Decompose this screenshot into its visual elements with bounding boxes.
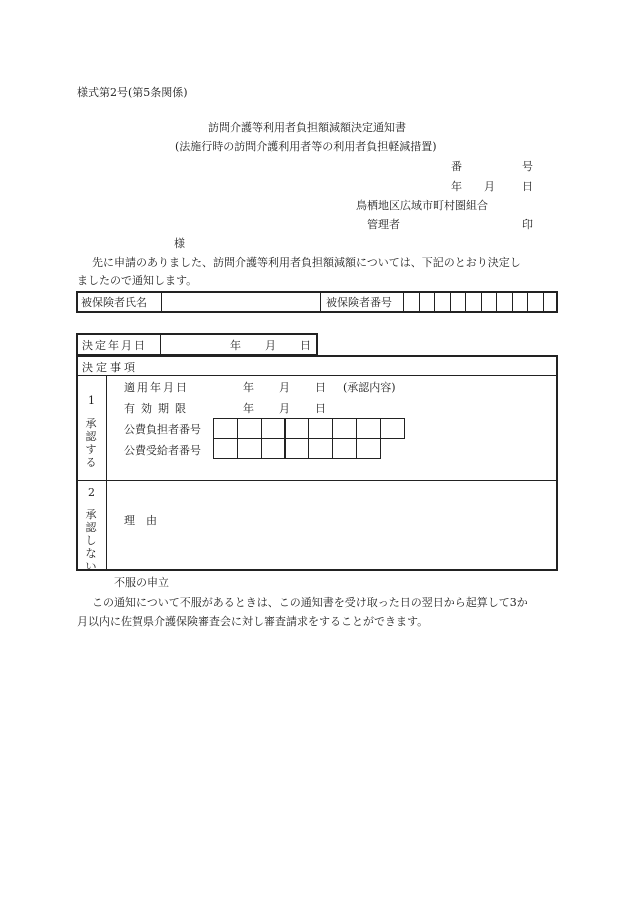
apply-date-label: 適用年月日	[124, 381, 189, 394]
insured-number-digit[interactable]	[527, 292, 542, 312]
decision-date-nen: 年	[230, 339, 241, 352]
valid-period-nen: 年	[243, 402, 254, 415]
insured-number-digit[interactable]	[465, 292, 480, 312]
insured-number-label: 被保険者番号	[326, 296, 392, 309]
payer-number-box[interactable]	[308, 418, 333, 439]
payer-number-box[interactable]	[332, 418, 357, 439]
apply-date-tsuki: 月	[279, 381, 290, 394]
organization-name: 鳥栖地区広域市町村圏組合	[356, 199, 488, 212]
insured-number-digit[interactable]	[481, 292, 496, 312]
objection-heading: 不服の申立	[114, 576, 169, 589]
recipient-number-box[interactable]	[237, 438, 262, 459]
payer-number-box[interactable]	[284, 418, 309, 439]
payer-number-box[interactable]	[356, 418, 381, 439]
insured-number-digit[interactable]	[496, 292, 511, 312]
recipient-number-box[interactable]	[261, 438, 286, 459]
approve-label: 承認する	[85, 417, 97, 469]
recipient-number-box[interactable]	[308, 438, 333, 459]
deny-number: 2	[88, 486, 95, 499]
form-number: 様式第2号(第5条関係)	[77, 86, 188, 99]
payer-number-box[interactable]	[380, 418, 405, 439]
insured-name-value[interactable]	[166, 296, 316, 309]
manager-label: 管理者	[367, 218, 400, 231]
apply-date-nen: 年	[243, 381, 254, 394]
date-hi: 日	[522, 180, 533, 193]
valid-period-hi: 日	[315, 402, 326, 415]
recipient-number-box[interactable]	[332, 438, 357, 459]
decision-matters-label: 決定事項	[82, 361, 138, 374]
payer-number-box[interactable]	[237, 418, 262, 439]
decision-date-tsuki: 月	[265, 339, 276, 352]
document-title: 訪問介護等利用者負担額減額決定通知書	[208, 121, 406, 134]
intro-line-2: ましたので通知します。	[77, 274, 198, 287]
insured-number-digit[interactable]	[403, 292, 418, 312]
objection-line-1: この通知について不服があるときは、この通知書を受け取った日の翌日から起算して3か	[92, 596, 528, 609]
insured-number-digit[interactable]	[419, 292, 434, 312]
valid-period-label: 有効期限	[124, 402, 192, 415]
deny-label: 承認しない	[85, 508, 97, 573]
number-go: 号	[522, 160, 533, 173]
decision-date-hi: 日	[300, 339, 311, 352]
payer-number-box[interactable]	[213, 418, 238, 439]
valid-period-tsuki: 月	[279, 402, 290, 415]
insured-name-label: 被保険者氏名	[81, 296, 147, 309]
approval-content-label: (承認内容)	[343, 381, 396, 394]
seal-mark: 印	[522, 218, 533, 231]
payer-number-label: 公費負担者番号	[124, 423, 201, 436]
recipient-number-box[interactable]	[356, 438, 381, 459]
insured-number-digit[interactable]	[450, 292, 465, 312]
apply-date-hi: 日	[315, 381, 326, 394]
insured-number-digit[interactable]	[434, 292, 449, 312]
date-nen: 年	[451, 180, 462, 193]
document-subtitle: (法施行時の訪問介護利用者等の利用者負担軽減措置)	[175, 140, 437, 153]
number-ban: 番	[451, 160, 462, 173]
decision-date-label: 決定年月日	[82, 339, 147, 352]
insured-number-digit[interactable]	[543, 292, 558, 312]
approve-number: 1	[88, 394, 95, 407]
recipient-number-label: 公費受給者番号	[124, 444, 201, 457]
insured-number-digit[interactable]	[512, 292, 527, 312]
addressee-suffix: 様	[174, 237, 185, 250]
reason-label: 理 由	[124, 514, 157, 527]
intro-line-1: 先に申請のありました、訪問介護等利用者負担額減額については、下記のとおり決定し	[92, 256, 521, 269]
objection-line-2: 月以内に佐賀県介護保険審査会に対し審査請求をすることができます。	[77, 615, 429, 628]
payer-number-box[interactable]	[261, 418, 286, 439]
recipient-number-box[interactable]	[213, 438, 238, 459]
recipient-number-box[interactable]	[284, 438, 309, 459]
date-tsuki: 月	[484, 180, 495, 193]
